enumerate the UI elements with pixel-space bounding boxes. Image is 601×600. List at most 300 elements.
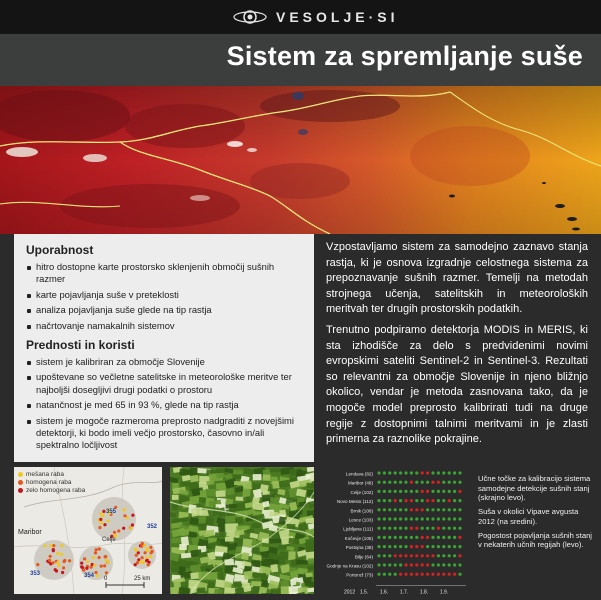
frequency-dot bbox=[458, 499, 461, 502]
frequency-dot bbox=[394, 527, 397, 530]
frequency-dot bbox=[377, 563, 380, 566]
frequency-dot bbox=[437, 545, 440, 548]
frequency-dot bbox=[377, 554, 380, 557]
frequency-dot bbox=[421, 563, 424, 566]
training-point bbox=[51, 561, 54, 564]
description-paragraph: Trenutno podpiramo detektorja MODIS in MERIS, ki sta izhodišče za delo s predvidenimi novimi evropskimi sateliti Sentinel-2 in Sentinel-3. Rezultati so relevantni za območje Slovenije in njeno bližnjo okolico, vendar je metoda zasnovana tako, da je mogoče model preprosto kalibrirati tudi na druge regije z dostopnimi talnimi meritvami in je zlasti primerna za raznolike pokrajine. bbox=[326, 324, 588, 446]
frequency-dot bbox=[377, 527, 380, 530]
frequency-dot bbox=[394, 508, 397, 511]
frequency-dot bbox=[421, 573, 424, 576]
frequency-dot bbox=[394, 536, 397, 539]
frequency-dot bbox=[394, 499, 397, 502]
frequency-dot bbox=[442, 499, 445, 502]
frequency-dot bbox=[437, 563, 440, 566]
frequency-dot bbox=[426, 517, 429, 520]
section-heading-usability: Uporabnost bbox=[26, 243, 94, 257]
section-heading-advantages: Prednosti in koristi bbox=[26, 338, 135, 353]
frequency-dot bbox=[421, 490, 424, 493]
logo[interactable] bbox=[232, 7, 398, 27]
frequency-dot bbox=[415, 471, 418, 474]
training-point bbox=[57, 561, 60, 564]
list-item: sistem je mogoče razmeroma preprosto nadgraditi z novejšimi detektorji, ki bodo imeli večjo prostorsko, časovno in/ali spektralno ločljivost bbox=[26, 415, 302, 452]
number-label: 355 bbox=[106, 509, 117, 515]
frequency-dot bbox=[442, 554, 445, 557]
frequency-dot bbox=[388, 499, 391, 502]
frequency-dot bbox=[437, 471, 440, 474]
satellite-orbit-icon bbox=[232, 7, 268, 27]
legend-dot-icon bbox=[18, 472, 23, 477]
row-label: Godnje na Krasu (102) bbox=[326, 563, 373, 569]
training-point bbox=[36, 563, 39, 566]
frequency-dot bbox=[399, 527, 402, 530]
frequency-dot bbox=[426, 527, 429, 530]
frequency-dot bbox=[399, 471, 402, 474]
training-point bbox=[104, 555, 107, 558]
training-point bbox=[147, 563, 150, 566]
training-point bbox=[99, 518, 102, 521]
frequency-dot bbox=[388, 527, 391, 530]
frequency-dot bbox=[421, 508, 424, 511]
frequency-dot bbox=[442, 481, 445, 484]
page-title: Sistem za spremljanje suše bbox=[226, 41, 583, 71]
training-point bbox=[141, 556, 144, 559]
training-point bbox=[98, 526, 101, 529]
frequency-dot bbox=[448, 554, 451, 557]
training-point bbox=[54, 568, 57, 571]
frequency-dot bbox=[399, 554, 402, 557]
frequency-dot bbox=[410, 499, 413, 502]
frequency-dot bbox=[437, 490, 440, 493]
frequency-dot bbox=[415, 481, 418, 484]
training-point bbox=[131, 514, 134, 517]
frequency-dot bbox=[383, 490, 386, 493]
frequency-dot bbox=[388, 471, 391, 474]
training-point bbox=[60, 553, 63, 556]
frequency-dot bbox=[394, 563, 397, 566]
frequency-dot bbox=[404, 563, 407, 566]
frequency-dot bbox=[383, 481, 386, 484]
frequency-dot bbox=[388, 517, 391, 520]
frequency-dot bbox=[399, 517, 402, 520]
row-label: Postojna (38) bbox=[345, 545, 373, 551]
frequency-dot bbox=[437, 517, 440, 520]
frequency-dot bbox=[448, 527, 451, 530]
frequency-dot bbox=[377, 517, 380, 520]
frequency-dot bbox=[377, 508, 380, 511]
benefits-panel bbox=[14, 234, 314, 462]
frequency-dot bbox=[377, 471, 380, 474]
usability-list bbox=[26, 261, 302, 332]
frequency-dot bbox=[394, 517, 397, 520]
frequency-dot bbox=[448, 517, 451, 520]
training-point bbox=[149, 555, 152, 558]
legend-dot-icon bbox=[18, 488, 23, 493]
frequency-dot bbox=[453, 545, 456, 548]
frequency-dot bbox=[426, 490, 429, 493]
frequency-dot bbox=[453, 573, 456, 576]
training-point bbox=[86, 560, 89, 563]
frequency-dot bbox=[453, 471, 456, 474]
frequency-dot bbox=[383, 554, 386, 557]
frequency-dot bbox=[415, 499, 418, 502]
frequency-dot bbox=[377, 536, 380, 539]
training-point bbox=[56, 552, 59, 555]
frequency-dot bbox=[383, 499, 386, 502]
training-point bbox=[63, 559, 66, 562]
frequency-dot bbox=[458, 545, 461, 548]
training-point bbox=[62, 566, 65, 569]
frequency-dot bbox=[442, 563, 445, 566]
training-point bbox=[103, 523, 106, 526]
training-point bbox=[129, 527, 132, 530]
frequency-dot bbox=[399, 490, 402, 493]
frequency-dot bbox=[388, 536, 391, 539]
frequency-dot bbox=[458, 490, 461, 493]
frequency-dot bbox=[458, 481, 461, 484]
frequency-dot bbox=[415, 536, 418, 539]
frequency-dot bbox=[394, 490, 397, 493]
x-tick-label: 1.7. bbox=[399, 589, 409, 596]
frequency-dot bbox=[426, 536, 429, 539]
top-bar bbox=[0, 0, 601, 34]
frequency-dot bbox=[388, 545, 391, 548]
drought-frequency-chart bbox=[320, 467, 470, 598]
frequency-dot bbox=[410, 563, 413, 566]
training-point bbox=[146, 549, 149, 552]
list-item: sistem je kalibriran za območje Slovenije bbox=[26, 356, 302, 368]
frequency-dot bbox=[442, 490, 445, 493]
frequency-dot bbox=[448, 545, 451, 548]
frequency-dot bbox=[421, 517, 424, 520]
frequency-dot bbox=[415, 508, 418, 511]
frequency-dot bbox=[437, 554, 440, 557]
figure-caption bbox=[478, 474, 594, 554]
training-point bbox=[131, 523, 134, 526]
row-label: Kočevje (105) bbox=[344, 535, 373, 541]
row-label: Brnik (106) bbox=[350, 508, 373, 514]
frequency-dot bbox=[415, 527, 418, 530]
frequency-dot bbox=[394, 573, 397, 576]
x-tick-label: 1.8. bbox=[419, 589, 429, 596]
training-point bbox=[134, 563, 137, 566]
frequency-dot bbox=[410, 554, 413, 557]
frequency-dot bbox=[410, 536, 413, 539]
frequency-dot bbox=[410, 508, 413, 511]
frequency-dot bbox=[453, 490, 456, 493]
frequency-dot bbox=[448, 508, 451, 511]
list-item: načrtovanje namakalnih sistemov bbox=[26, 320, 302, 332]
frequency-dot bbox=[448, 490, 451, 493]
frequency-dot bbox=[442, 471, 445, 474]
frequency-dot bbox=[437, 536, 440, 539]
frequency-dot bbox=[404, 490, 407, 493]
training-point bbox=[92, 556, 95, 559]
frequency-dot bbox=[426, 508, 429, 511]
frequency-dot bbox=[426, 481, 429, 484]
frequency-dot bbox=[410, 471, 413, 474]
frequency-dot bbox=[377, 573, 380, 576]
number-label: 354 bbox=[84, 573, 95, 579]
frequency-dot bbox=[448, 536, 451, 539]
frequency-dot bbox=[448, 481, 451, 484]
frequency-dot bbox=[448, 471, 451, 474]
training-point bbox=[122, 527, 125, 530]
frequency-dot bbox=[377, 545, 380, 548]
frequency-dot bbox=[426, 471, 429, 474]
frequency-dot bbox=[394, 545, 397, 548]
frequency-dot bbox=[383, 545, 386, 548]
frequency-dot bbox=[431, 499, 434, 502]
training-point bbox=[141, 542, 144, 545]
training-point bbox=[82, 569, 85, 572]
frequency-dot bbox=[404, 481, 407, 484]
frequency-dot bbox=[437, 527, 440, 530]
row-label: Novo Mesto (112) bbox=[336, 499, 373, 505]
training-point bbox=[135, 554, 138, 557]
title-band bbox=[0, 34, 601, 86]
frequency-dot bbox=[410, 573, 413, 576]
training-point bbox=[105, 559, 108, 562]
frequency-dot bbox=[437, 573, 440, 576]
frequency-dot bbox=[437, 499, 440, 502]
training-point bbox=[94, 551, 97, 554]
frequency-dot bbox=[383, 471, 386, 474]
frequency-dot bbox=[431, 517, 434, 520]
training-point bbox=[140, 545, 143, 548]
frequency-dot bbox=[453, 499, 456, 502]
training-point bbox=[96, 574, 99, 577]
training-point bbox=[139, 560, 142, 563]
frequency-dot bbox=[458, 563, 461, 566]
row-label: Lendava (82) bbox=[345, 471, 373, 477]
frequency-dot bbox=[458, 471, 461, 474]
frequency-dot bbox=[415, 573, 418, 576]
frequency-dot bbox=[453, 481, 456, 484]
training-point bbox=[83, 557, 86, 560]
frequency-dot bbox=[404, 517, 407, 520]
frequency-dot bbox=[448, 499, 451, 502]
training-point bbox=[49, 555, 52, 558]
frequency-dot bbox=[383, 563, 386, 566]
training-point bbox=[43, 544, 46, 547]
training-point bbox=[145, 559, 148, 562]
training-point bbox=[105, 571, 108, 574]
scale-start: 0 bbox=[104, 576, 108, 582]
training-point bbox=[107, 519, 110, 522]
training-point bbox=[101, 514, 104, 517]
frequency-dot bbox=[442, 527, 445, 530]
training-point bbox=[95, 548, 98, 551]
frequency-dot bbox=[431, 536, 434, 539]
frequency-dot bbox=[415, 563, 418, 566]
x-tick-label: 1.5. bbox=[359, 589, 369, 596]
frequency-dot bbox=[399, 545, 402, 548]
frequency-dot bbox=[394, 471, 397, 474]
frequency-dot bbox=[453, 536, 456, 539]
frequency-dot bbox=[426, 573, 429, 576]
training-point bbox=[93, 564, 96, 567]
frequency-dot bbox=[404, 545, 407, 548]
frequency-dot bbox=[458, 536, 461, 539]
list-item: hitro dostopne karte prostorsko sklenjenih območij sušnih razmer bbox=[26, 261, 302, 286]
caption-paragraph: Suša v okolici Vipave avgusta 2012 (na sredini). bbox=[478, 507, 579, 526]
description-text bbox=[326, 240, 588, 453]
frequency-dot bbox=[431, 481, 434, 484]
frequency-dot bbox=[453, 508, 456, 511]
frequency-dot bbox=[410, 481, 413, 484]
frequency-dot bbox=[442, 508, 445, 511]
frequency-dot bbox=[415, 490, 418, 493]
row-label: Celje (102) bbox=[350, 489, 373, 495]
frequency-dot bbox=[399, 536, 402, 539]
training-point bbox=[123, 514, 126, 517]
number-label: 353 bbox=[30, 571, 41, 577]
scale-end: 25 km bbox=[134, 576, 151, 582]
description-paragraph: Vzpostavljamo sistem za samodejno zaznavo stanja rastja, ki je osnova izgradnje celostnega sistema za prepoznavanje sušnih razmer. Temelji na metodah strojnega učenja, satelitskih in meteoroloških meritvah ter drugih prostorskih podatkih. bbox=[326, 241, 588, 316]
place-label: Maribor bbox=[18, 529, 42, 536]
frequency-dot bbox=[388, 481, 391, 484]
frequency-dot bbox=[442, 536, 445, 539]
frequency-dot bbox=[399, 508, 402, 511]
place-label: Celje bbox=[102, 537, 116, 543]
list-item: natančnost je med 65 in 93 %, glede na tip rastja bbox=[26, 399, 302, 411]
vipava-drought-map bbox=[170, 467, 314, 594]
frequency-dot bbox=[404, 554, 407, 557]
frequency-dot bbox=[458, 517, 461, 520]
training-point bbox=[113, 531, 116, 534]
frequency-dot bbox=[421, 545, 424, 548]
frequency-dot bbox=[410, 490, 413, 493]
frequency-dot bbox=[388, 554, 391, 557]
frequency-dot bbox=[404, 536, 407, 539]
logo-text: VESOLJE·SI bbox=[276, 9, 399, 25]
x-tick-label: 1.9. bbox=[439, 589, 449, 596]
frequency-dot bbox=[426, 499, 429, 502]
frequency-dot bbox=[421, 471, 424, 474]
training-point bbox=[52, 548, 55, 551]
frequency-dot bbox=[394, 554, 397, 557]
frequency-dot bbox=[421, 536, 424, 539]
frequency-dot bbox=[431, 508, 434, 511]
caption-paragraph: Učne točke za kalibracijo sistema samodejne detekcije sušnih stanj (skrajno levo). bbox=[478, 474, 591, 503]
list-item: karte pojavljanja suše v preteklosti bbox=[26, 289, 302, 301]
frequency-dot bbox=[404, 527, 407, 530]
frequency-dot bbox=[458, 508, 461, 511]
frequency-dot bbox=[404, 573, 407, 576]
frequency-dot bbox=[377, 481, 380, 484]
row-label: Lesce (103) bbox=[348, 517, 373, 523]
legend-item: zelo homogena raba bbox=[18, 487, 85, 494]
training-point bbox=[98, 556, 101, 559]
frequency-dot bbox=[415, 554, 418, 557]
frequency-dot bbox=[399, 573, 402, 576]
training-points-map bbox=[14, 467, 162, 594]
frequency-dot bbox=[453, 554, 456, 557]
frequency-dot bbox=[410, 545, 413, 548]
frequency-dot bbox=[383, 508, 386, 511]
frequency-dot bbox=[458, 554, 461, 557]
x-year-label: 2012 bbox=[344, 589, 356, 596]
frequency-dot bbox=[437, 481, 440, 484]
training-point bbox=[61, 571, 64, 574]
legend-dot-icon bbox=[18, 480, 23, 485]
frequency-dot bbox=[421, 481, 424, 484]
training-point bbox=[98, 547, 101, 550]
frequency-dot bbox=[426, 563, 429, 566]
legend-item: mešana raba bbox=[18, 471, 64, 478]
frequency-dot bbox=[431, 554, 434, 557]
frequency-dot bbox=[415, 545, 418, 548]
frequency-dot bbox=[442, 517, 445, 520]
x-tick-label: 1.6. bbox=[379, 589, 389, 596]
training-point bbox=[57, 564, 60, 567]
training-point bbox=[137, 551, 140, 554]
caption-paragraph: Pogostost pojavljanja sušnih stanj v nekaterih učnih regijah (levo). bbox=[478, 530, 592, 550]
training-point bbox=[149, 546, 152, 549]
number-label: 352 bbox=[147, 524, 158, 530]
frequency-dot bbox=[404, 471, 407, 474]
training-point bbox=[60, 544, 63, 547]
training-point bbox=[80, 562, 83, 565]
frequency-dot bbox=[377, 499, 380, 502]
frequency-dot bbox=[399, 499, 402, 502]
training-point bbox=[49, 544, 52, 547]
frequency-dot bbox=[458, 573, 461, 576]
frequency-dot bbox=[388, 573, 391, 576]
frequency-dot bbox=[442, 573, 445, 576]
frequency-dot bbox=[458, 527, 461, 530]
row-label: Bilje (64) bbox=[354, 554, 373, 560]
training-point bbox=[68, 559, 71, 562]
satellite-hero-image bbox=[0, 86, 601, 234]
list-item: upoštevane so večletne satelitske in meteorološke meritve ter najboljši dosegljivi drugi podatki o prostoru bbox=[26, 371, 302, 396]
frequency-dot bbox=[383, 527, 386, 530]
frequency-dot bbox=[431, 573, 434, 576]
frequency-dot bbox=[448, 563, 451, 566]
frequency-dot bbox=[437, 508, 440, 511]
training-point bbox=[48, 559, 51, 562]
frequency-dot bbox=[421, 499, 424, 502]
list-item: analiza pojavljanja suše glede na tip rastja bbox=[26, 304, 302, 316]
frequency-dot bbox=[383, 573, 386, 576]
frequency-dot bbox=[410, 517, 413, 520]
frequency-dot bbox=[383, 517, 386, 520]
frequency-dot bbox=[388, 490, 391, 493]
frequency-dot bbox=[431, 471, 434, 474]
training-point bbox=[90, 566, 93, 569]
row-label: Maribor (48) bbox=[347, 480, 373, 486]
frequency-dot bbox=[404, 508, 407, 511]
advantages-list bbox=[26, 356, 302, 452]
frequency-dot bbox=[404, 499, 407, 502]
training-point bbox=[52, 544, 55, 547]
training-point bbox=[100, 521, 103, 524]
legend-item: homogena raba bbox=[18, 479, 72, 486]
frequency-dot bbox=[388, 563, 391, 566]
training-point bbox=[94, 571, 97, 574]
frequency-dot bbox=[421, 554, 424, 557]
frequency-dot bbox=[377, 490, 380, 493]
training-point bbox=[123, 508, 126, 511]
training-point bbox=[134, 548, 137, 551]
training-point bbox=[100, 565, 103, 568]
row-label: Ljubljana (111) bbox=[343, 526, 373, 532]
frequency-dot bbox=[399, 481, 402, 484]
frequency-dot bbox=[415, 517, 418, 520]
training-point bbox=[150, 551, 153, 554]
frequency-dot bbox=[426, 545, 429, 548]
training-point bbox=[117, 529, 120, 532]
